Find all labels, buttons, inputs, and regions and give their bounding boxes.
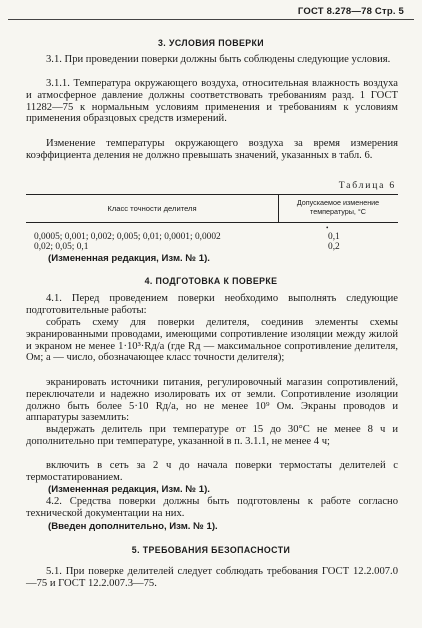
- section-3-heading: 3. УСЛОВИЯ ПОВЕРКИ: [158, 38, 264, 48]
- column-header-line-1: Допускаемое изменение: [296, 198, 380, 207]
- table-header-rule: [26, 222, 398, 223]
- table-row-2-classes: 0,02; 0,05; 0,1: [34, 242, 89, 252]
- page-header: ГОСТ 8.278—78 Стр. 5: [297, 6, 404, 17]
- column-header-line-2: температуры, °С: [310, 207, 366, 216]
- table-row-1-classes: 0,0005; 0,001; 0,002; 0,005; 0,01; 0,0001; 0,0002: [34, 232, 221, 242]
- column-header-temperature-change: [278, 198, 398, 216]
- paragraph-assemble-circuit: собрать схему для поверки делителя, соединив элементы схемы экранированными проводами, имеющими сопротивление изоляции между жилой и экраном не менее 1·10³·Rд/a (где Rд — максимальное сопротивление делителя, Ом; a — число, обозначающее класс точности делителя);: [26, 317, 398, 364]
- paragraph-hold-temperature: выдержать делитель при температуре от 15 до 30°С не менее 8 ч и дополнительно при температуре, указанной в п. 3.1.1, не менее 4 ч;: [26, 424, 398, 447]
- table-caption: Таблица 6: [338, 180, 396, 191]
- section-4-heading: 4. ПОДГОТОВКА К ПОВЕРКЕ: [144, 276, 278, 286]
- section-5-heading: 5. ТРЕБОВАНИЯ БЕЗОПАСНОСТИ: [131, 545, 291, 555]
- paragraph-4-1: 4.1. Перед проведением поверки необходимо выполнять следующие подготовительные работы:: [26, 293, 398, 316]
- amendment-note-1: (Измененная редакция, Изм. № 1).: [48, 253, 210, 264]
- table-6: [26, 194, 398, 260]
- amendment-note-2: (Измененная редакция, Изм. № 1).: [48, 484, 210, 495]
- paragraph-5-1: 5.1. При поверке делителей следует соблюдать требования ГОСТ 12.2.007.0—75 и ГОСТ 12.2.007.3—75.: [26, 566, 398, 589]
- column-header-accuracy-class: Класс точности делителя: [107, 204, 197, 213]
- paragraph-thermostats: включить в сеть за 2 ч до начала поверки термостаты делителей с термостатированием.: [26, 460, 398, 483]
- paragraph-3-1-1: 3.1.1. Температура окружающего воздуха, относительная влажность воздуха и атмосферное давление должны соответствовать требованиям разд. 1 ГОСТ 11282—75 к нормальным условиям применения и требованиям к условиям применения образцовых средств измерений.: [26, 78, 398, 125]
- header-rule: [8, 19, 414, 20]
- amendment-note-3: (Введен дополнительно, Изм. № 1).: [48, 521, 218, 532]
- table-mark: •: [326, 224, 329, 232]
- paragraph-temperature-change: Изменение температуры окружающего воздуха за время измерения коэффициента деления не должно превышать значений, указанных в табл. 6.: [26, 138, 398, 161]
- table-row-1-value: 0,1: [328, 232, 340, 242]
- table-top-rule: [26, 194, 398, 195]
- paragraph-4-2: 4.2. Средства поверки должны быть подготовлены к работе согласно технической документации на них.: [26, 496, 398, 519]
- paragraph-3-1: 3.1. При проведении поверки должны быть соблюдены следующие условия.: [46, 54, 391, 65]
- table-row-2-value: 0,2: [328, 242, 340, 252]
- paragraph-shield-sources: экранировать источники питания, регулировочный магазин сопротивлений, переключатели и надежно изолировать их от земли. Сопротивление изоляции должно быть более 5·10 Rд/a, но не менее 10⁹ Ом. Экраны проводов и аппаратуры заземлить:: [26, 377, 398, 424]
